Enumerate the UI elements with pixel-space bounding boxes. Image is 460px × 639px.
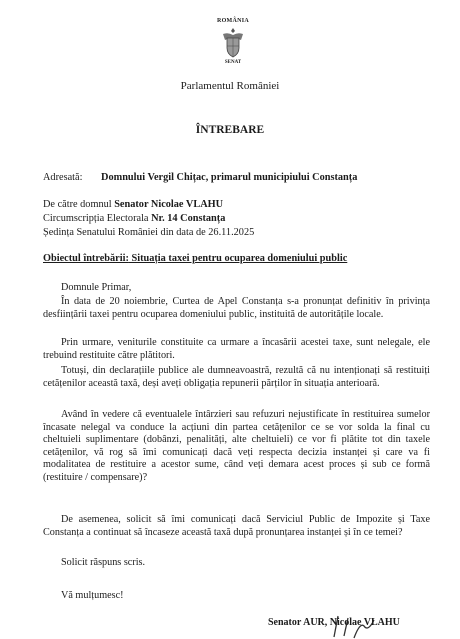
- institution-name: Parlamentul României: [180, 80, 280, 92]
- paragraph-5: De asemenea, solicit să îmi comunicați dacă Serviciul Public de Impozite și Taxe Constanța a continuat să încaseze această taxă după pronunțarea instanței și în ce temei?: [43, 514, 430, 538]
- greeting: Domnule Primar,: [61, 282, 132, 293]
- session-line: Ședința Senatului României din data de 26.11.2025: [43, 227, 255, 238]
- addressee-value: Domnului Vergil Chițac, primarul municipiului Constanța: [101, 172, 358, 183]
- paragraph-2: Prin urmare, veniturile constituite ca urmare a încasării acestei taxe, sunt nelegale, ele trebuind restituite către plătitori.: [43, 337, 430, 361]
- sender-prefix: De către domnul: [43, 199, 115, 210]
- addressee-line: [43, 172, 357, 184]
- document-title: ÎNTREBARE: [195, 124, 265, 136]
- sender-line-1: [43, 199, 223, 211]
- thanks-line: Vă mulțumesc!: [61, 590, 124, 601]
- signature-name: Senator AUR, Nicolae VLAHU: [268, 617, 400, 628]
- crest-bottom-text: SENAT: [224, 60, 242, 65]
- constituency-value: Nr. 14 Constanța: [151, 213, 226, 224]
- eagle-shield-icon: [220, 26, 246, 60]
- response-request: Solicit răspuns scris.: [61, 557, 146, 568]
- subject-value: Situația taxei pentru ocuparea domeniului public: [128, 253, 348, 264]
- paragraph-1: În data de 20 noiembrie, Curtea de Apel Constanța s-a pronunțat definitiv în privința desființării taxei pentru ocuparea domeniului public, instituită de autoritățile locale.: [43, 296, 430, 320]
- subject-label: Obiectul întrebării:: [43, 253, 129, 264]
- sender-name: Senator Nicolae VLAHU: [114, 199, 224, 210]
- romanian-coat-of-arms-logo: [212, 18, 254, 66]
- subject-line: [43, 253, 347, 265]
- paragraph-3: Totuși, din declarațiile publice ale dumneavoastră, rezultă că nu intenționați să restituiți cetățenilor această taxă, deși aveți obligația repunerii părților în situația anterioară.: [43, 365, 430, 389]
- paragraph-4: Având în vedere că eventualele întârzieri sau refuzuri nejustificate în restituirea sumelor încasate nelegal va conduce la acțiuni din partea cetățenilor ce se vor solda la final cu cheltuieli suplimentare (dobânzi, penalități, alte cheltuieli) ce vor fi plătite tot din taxele cetățenilor, vă rog să îmi comunicați dacă veți respecta decizia instanței și care va fi modalitatea de restituire a acestor sume, când veți demara acest proces și sub ce formă (restituire / compensare)?: [43, 409, 430, 483]
- constituency-prefix: Circumscripția Electorala: [43, 213, 152, 224]
- crest-top-text: ROMÂNIA: [216, 18, 250, 24]
- addressee-label: Adresată:: [43, 172, 83, 183]
- sender-line-2: [43, 213, 225, 225]
